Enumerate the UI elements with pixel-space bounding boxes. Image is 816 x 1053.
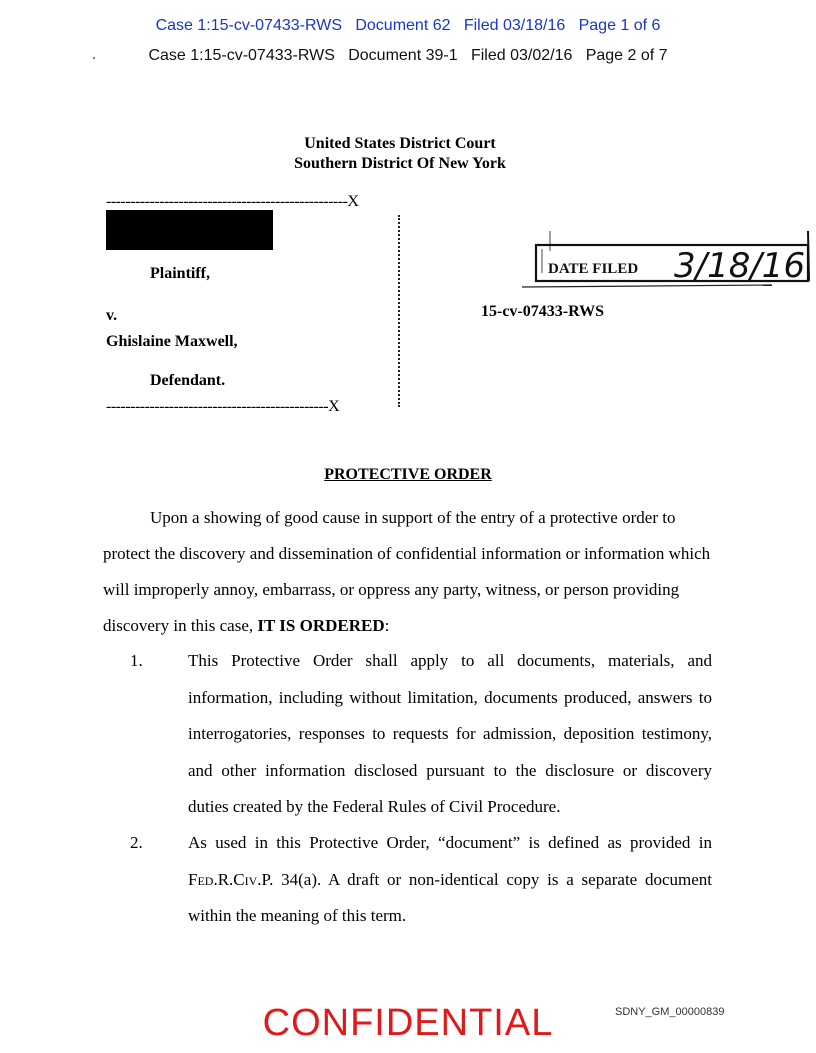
defendant-label: Defendant. — [150, 372, 226, 389]
caption-bottom-rule: ----------------------------------------------X — [106, 398, 340, 415]
document-title: PROTECTIVE ORDER — [324, 466, 492, 483]
stamp-case-header: Case 1:15-cv-07433-RWS Document 62 Filed 03/18/16 Page 1 of 6 — [155, 17, 661, 34]
item-text-after: 34(a). A draft or non-identical copy is a separate document within the meaning of this term. — [188, 869, 712, 925]
filing-case-header: Case 1:15-cv-07433-RWS Document 39-1 Filed 03/02/16 Page 2 of 7 — [148, 47, 668, 64]
confidential-watermark: CONFIDENTIAL — [262, 1002, 554, 1044]
item-text: This Protective Order shall apply to all documents, materials, and information, including without limitation, documents produced, answers to interrogatories, responses to requests for admission, deposition testimony, and other information disclosed pursuant to the disclosure or discovery duties created by the Federal Rules of Civil Procedure. — [188, 651, 712, 816]
date-filed-value: 3/18/16 — [674, 246, 806, 286]
item-text — [188, 825, 712, 935]
order-phrase: IT IS ORDERED — [257, 616, 385, 635]
versus-label: v. — [106, 307, 118, 324]
item-text-before: As used in this Protective Order, “document” is defined as provided in — [188, 833, 712, 852]
item-number: 2. — [130, 833, 143, 852]
date-filed-stamp — [522, 231, 816, 292]
plaintiff-label: Plaintiff, — [150, 265, 210, 282]
court-name: United States District Court — [304, 135, 496, 152]
plaintiff-name-redaction — [106, 210, 273, 250]
case-number: 15-cv-07433-RWS — [481, 303, 604, 320]
item-number: 1. — [130, 651, 143, 670]
intro-text: Upon a showing of good cause in support of the entry of a protective order to protect the discovery and dissemination of confidential information or information which will improperly annoy, embarrass, or oppress any party, witness, or person providing discovery in this case, — [103, 508, 711, 635]
date-filed-label: DATE FILED — [548, 261, 639, 277]
caption-vertical-rule — [398, 215, 400, 407]
court-heading — [0, 134, 800, 174]
bates-number: SDNY_GM_00000839 — [615, 1006, 725, 1018]
court-district: Southern District Of New York — [294, 155, 506, 172]
rule-citation: Fed.R.Civ.P. — [188, 869, 274, 889]
caption-top-rule: --------------------------------------------------X — [106, 193, 359, 210]
defendant-name: Ghislaine Maxwell, — [106, 333, 238, 350]
intro-paragraph — [103, 500, 715, 644]
intro-tail: : — [384, 616, 390, 635]
